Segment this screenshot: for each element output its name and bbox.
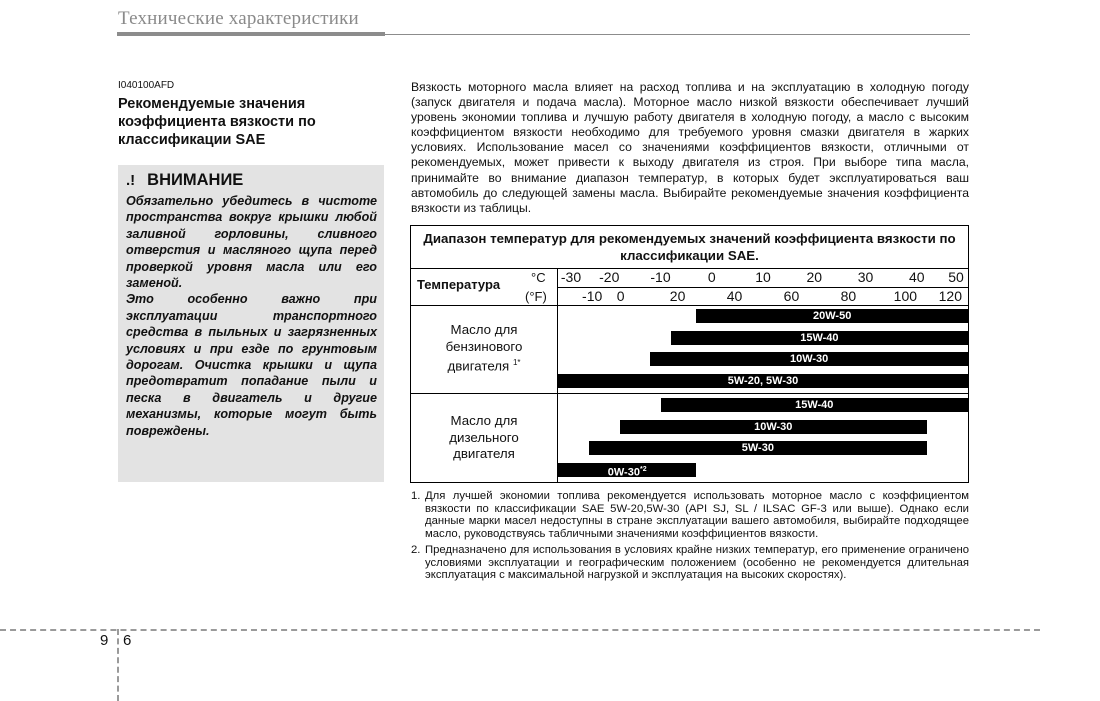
- warning-title: ВНИМАНИЕ: [147, 171, 244, 189]
- table-title: Диапазон температур для рекомендуемых значений коэффициента вязкости по классификации SAE.: [411, 226, 968, 269]
- bar-label: 15W-40: [800, 331, 839, 344]
- fahrenheit-tick-label: 0: [616, 288, 625, 304]
- footnote-marker: *2: [639, 465, 647, 473]
- group-label-text: двигателя: [447, 358, 510, 374]
- gasoline-group-label: [411, 322, 557, 375]
- viscosity-table: [410, 225, 969, 483]
- fahrenheit-tick-label: 40: [726, 288, 743, 304]
- diesel-group-label: [411, 413, 557, 463]
- section-code: I040100AFD: [118, 80, 175, 91]
- group-label-line: дизельного: [449, 429, 519, 445]
- row-divider: [411, 393, 968, 394]
- celsius-tick-label: -30: [560, 269, 582, 285]
- warning-header: [126, 171, 243, 190]
- page-section-number: 9: [100, 632, 109, 649]
- bar-label: 10W-30: [789, 353, 829, 365]
- celsius-tick-label: 10: [755, 269, 771, 285]
- fahrenheit-tick-label: 120: [938, 288, 962, 304]
- group-label-line: Масло для: [450, 322, 518, 337]
- celsius-tick-label: 30: [857, 269, 874, 285]
- bar-label: 10W-30: [754, 420, 793, 433]
- footnote-text: Предназначено для использования в условиях крайне низких температур, его применение ограничено условиями эксплуатации и географическим положением (особенно не рекомендуется длительная эксплуатация с максимальной нагрузкой и эксплуатация на высоких скоростях).: [425, 543, 969, 582]
- viscosity-bar: [558, 374, 968, 388]
- warning-paragraph: Обязательно убедитесь в чистоте пространства вокруг крышки любой заливной горловины, сливного отверстия и масляного щупа перед проверкой уровня масла или его заменой.: [126, 194, 377, 291]
- header-divider-accent: [117, 32, 385, 36]
- header-divider: [385, 34, 970, 35]
- footer-divider: [0, 629, 1040, 631]
- footnote-number: 2.: [411, 543, 421, 556]
- bar-label: 5W-20, 5W-30: [727, 374, 799, 387]
- row-divider: [411, 305, 968, 306]
- footnote-number: 1.: [411, 490, 421, 502]
- viscosity-bar: [558, 463, 696, 477]
- group-label-line: двигателя: [453, 446, 515, 461]
- fahrenheit-tick-label: 60: [783, 288, 800, 304]
- footnote-text: Для лучшей экономии топлива рекомендуется использовать моторное масло с коэффициентом вязкости по классификации SAE 5W-20,5W-30 (API SJ, SL / ILSAC GF-3 или выше). Однако если данные марки масел недоступны в стране эксплуатации вашего автомобиля, выбирайте подходящее масло, руководствуясь табличными значениями коэффициентов вязкости.: [425, 490, 969, 541]
- bar-label: 20W-50: [813, 310, 852, 322]
- warning-icon: .!: [126, 172, 136, 189]
- celsius-tick-label: -10: [650, 269, 671, 285]
- viscosity-bar: [661, 398, 969, 412]
- celsius-scale: [411, 269, 968, 287]
- warning-paragraph: Это особенно важно при эксплуатации транспортного средства в пыльных и загрязненных условиях и при езде по грунтовым дорогам. Очистка крышки и щупа предотвратит попадание пыли и песка в двигатель и другие механизмы, которые могут быть повреждены.: [126, 292, 377, 438]
- intro-paragraph: Вязкость моторного масла влияет на расход топлива и на эксплуатацию в холодную погоду (запуск двигателя и подача масла). Моторное масло низкой вязкости обеспечивает лучший уровень экономии топлива и лучшую работу двигателя в холодную погоду, а масло с высоким коэффициентом вязкости необходимо для требуемого уровня смазки двигателя в жарких условиях. Использование масел со значениями коэффициентов вязкости, отличными от рекомендуемых, может привести к выходу двигателя из строя. При выборе типа масла, принимайте во внимание диапазон температур, в которых будет эксплуатироваться ваш автомобиль до следующей замены масла. Выбирайте рекомендуемые значения коэффициента вязкости из таблицы.: [411, 80, 969, 215]
- celsius-tick-label: 20: [806, 269, 823, 285]
- group-label-line: Масло для: [450, 413, 518, 428]
- fahrenheit-tick-label: 20: [669, 288, 686, 304]
- page-number: 6: [123, 632, 132, 649]
- celsius-tick-label: 50: [948, 269, 964, 285]
- footnote: [411, 490, 969, 541]
- footnotes: [411, 490, 969, 585]
- scale-divider: [557, 287, 968, 288]
- warning-box: [118, 165, 384, 482]
- warning-text: [126, 193, 377, 439]
- viscosity-bar: [650, 352, 968, 366]
- fahrenheit-scale: [411, 288, 968, 306]
- bar-label: 5W-30: [741, 442, 774, 454]
- fahrenheit-tick-label: 80: [840, 288, 857, 304]
- fahrenheit-tick-label: 100: [893, 288, 918, 304]
- fahrenheit-unit: (°F): [525, 289, 547, 304]
- celsius-tick-label: 40: [908, 269, 925, 285]
- group-label-line: [411, 355, 557, 375]
- bar-label: 0W-30: [607, 466, 640, 479]
- page-header-title: Технические характеристики: [118, 8, 359, 29]
- viscosity-bar: [696, 309, 968, 323]
- footnote: [411, 544, 969, 582]
- bar-label: 15W-40: [795, 399, 834, 411]
- footnote-marker: 1*: [512, 358, 521, 367]
- group-label-line: бензинового: [445, 338, 523, 354]
- viscosity-bar: [620, 420, 928, 434]
- fahrenheit-tick-label: -10: [582, 288, 603, 304]
- celsius-unit: °C: [531, 270, 546, 285]
- footer-margin-line: [117, 629, 119, 701]
- viscosity-bar: [589, 441, 927, 455]
- celsius-tick-label: -20: [599, 269, 620, 285]
- viscosity-bar: [671, 331, 968, 345]
- temperature-header: Температура: [417, 277, 501, 292]
- section-title: Рекомендуемые значения коэффициента вязкости по классификации SAE: [118, 96, 316, 148]
- celsius-tick-label: 0: [707, 269, 716, 285]
